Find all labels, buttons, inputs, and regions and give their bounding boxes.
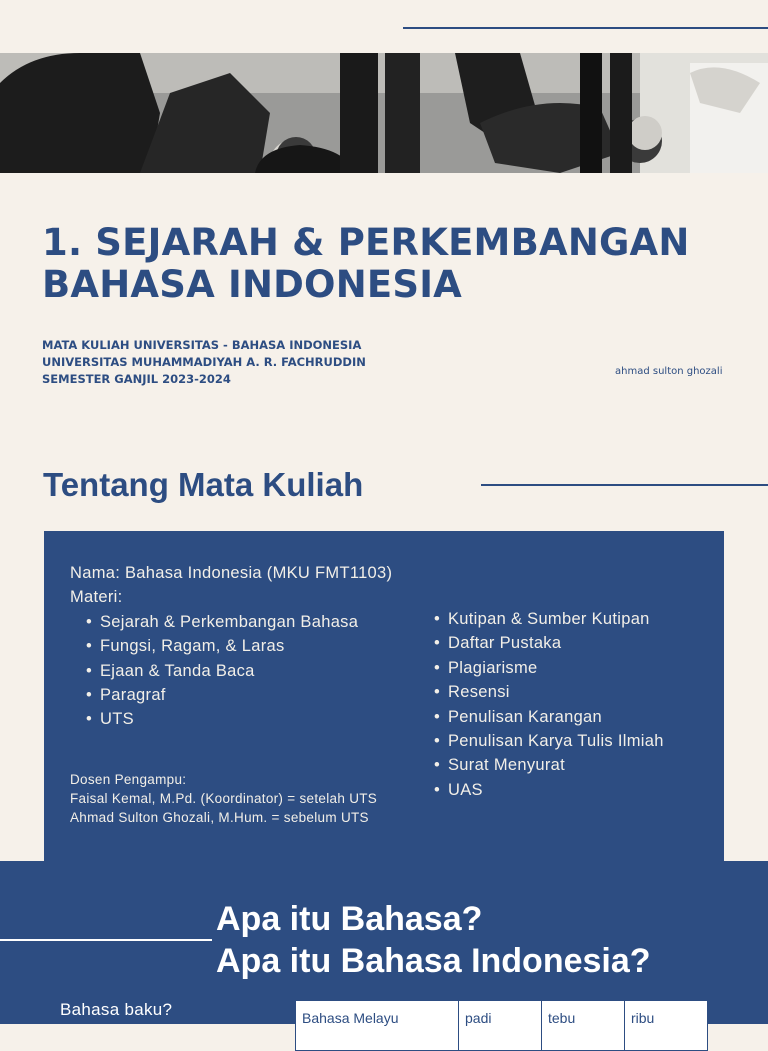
about-heading: Tentang Mata Kuliah: [43, 466, 364, 503]
header-photo: [0, 53, 768, 173]
author-name: ahmad sulton ghozali: [615, 366, 723, 377]
question-line-1: Apa itu Bahasa?: [216, 900, 483, 938]
materi-item: • Sejarah & Perkembangan Bahasa: [70, 610, 392, 634]
materi-item: • Daftar Pustaka: [434, 631, 664, 655]
course-name: Nama: Bahasa Indonesia (MKU FMT1103): [70, 564, 393, 582]
lecturer-entry: Ahmad Sulton Ghozali, M.Hum. = sebelum UTS: [70, 810, 369, 825]
materi-item: • Resensi: [434, 680, 664, 704]
lecturers-block: [70, 770, 377, 827]
title-line-1: 1. SEJARAH & PERKEMBANGAN: [42, 221, 690, 264]
page-title: [42, 222, 742, 306]
materi-item: • Paragraf: [70, 683, 392, 707]
materi-item: • Surat Menyurat: [434, 753, 664, 777]
materi-item: • UTS: [70, 707, 392, 731]
baku-question: Bahasa baku?: [60, 1000, 173, 1019]
table-cell: padi: [459, 1001, 542, 1051]
table-row: [296, 1001, 708, 1051]
question-heading: [216, 898, 651, 982]
table-cell: ribu: [625, 1001, 708, 1051]
course-meta-line: SEMESTER GANJIL 2023-2024: [42, 372, 231, 386]
materi-item: • Plagiarisme: [434, 656, 664, 680]
materi-item: • Ejaan & Tanda Baca: [70, 659, 392, 683]
question-divider-line: [0, 939, 212, 941]
course-meta-line: MATA KULIAH UNIVERSITAS - BAHASA INDONESIA: [42, 338, 362, 352]
question-line-2: Apa itu Bahasa Indonesia?: [216, 942, 651, 980]
about-divider-line: [481, 484, 768, 486]
table-cell: Bahasa Melayu: [296, 1001, 459, 1051]
course-info-right-column: [434, 607, 664, 802]
materi-item: • Fungsi, Ragam, & Laras: [70, 634, 392, 658]
title-line-2: BAHASA INDONESIA: [42, 263, 462, 306]
materi-label: Materi:: [70, 588, 123, 607]
course-info-left-column: [70, 561, 392, 732]
table-cell: tebu: [542, 1001, 625, 1051]
top-divider-line: [403, 27, 768, 29]
lecturers-label: Dosen Pengampu:: [70, 772, 187, 787]
vocabulary-table: [295, 1000, 708, 1051]
materi-item: • Penulisan Karya Tulis Ilmiah: [434, 729, 664, 753]
course-meta-line: UNIVERSITAS MUHAMMADIYAH A. R. FACHRUDDIN: [42, 355, 366, 369]
materi-item: • Kutipan & Sumber Kutipan: [434, 607, 664, 631]
materi-item: • Penulisan Karangan: [434, 705, 664, 729]
materi-item: • UAS: [434, 778, 664, 802]
lecturer-entry: Faisal Kemal, M.Pd. (Koordinator) = setelah UTS: [70, 791, 378, 806]
course-meta: [42, 337, 366, 388]
